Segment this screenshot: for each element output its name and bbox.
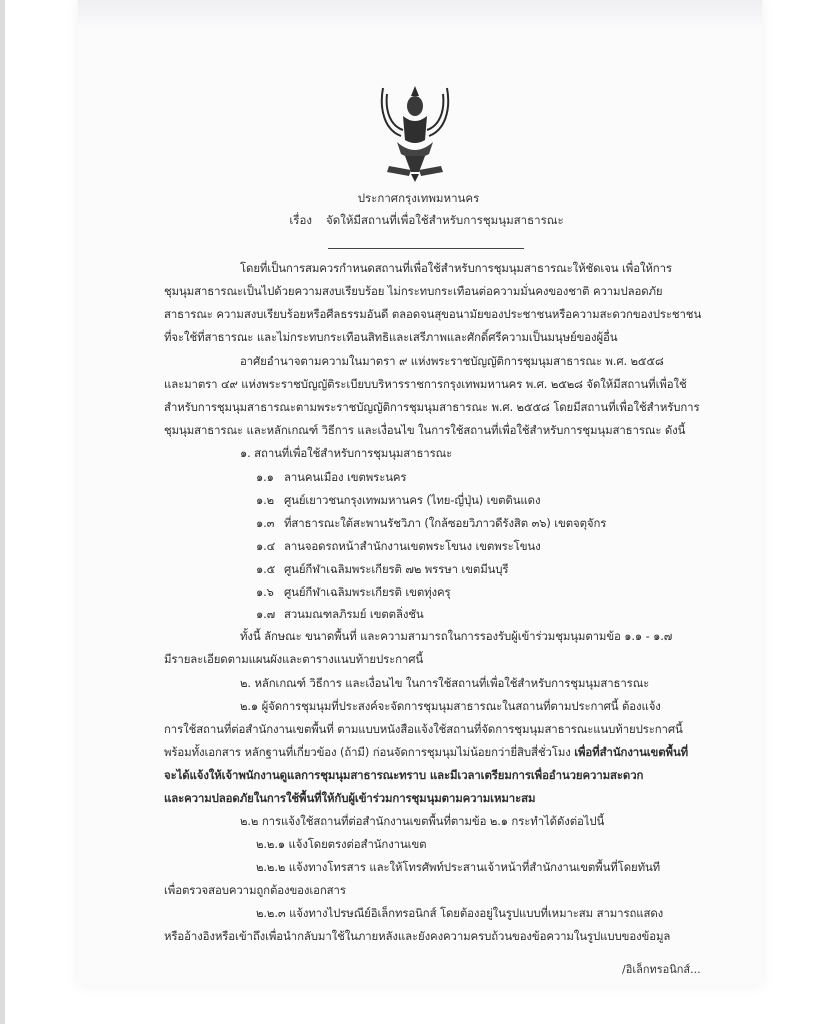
location-number: ๑.๖ bbox=[256, 585, 274, 599]
location-name: ลานจอดรถหน้าสำนักงานเขตพระโขนง เขตพระโขนง bbox=[284, 539, 541, 553]
preamble-p2-line: อาศัยอำนาจตามความในมาตรา ๙ แห่งพระราชบัญญัติการชุมนุมสาธารณะ พ.ศ. ๒๕๕๘ bbox=[240, 354, 664, 368]
continuation-note: /อิเล็กทรอนิกส์... bbox=[622, 963, 701, 976]
clause-2-2-2-line: เพื่อตรวจสอบความถูกต้องของเอกสาร bbox=[164, 883, 346, 897]
viewer-left-edge bbox=[0, 0, 5, 1024]
location-name: ที่สาธารณะใต้สะพานรัชวิภา (ใกล้ซอยวิภาวดีรังสิต ๓๖) เขตจตุจักร bbox=[284, 516, 607, 530]
preamble-p2-line: และมาตรา ๔๙ แห่งพระราชบัญญัติระเบียบบริหารราชการกรุงเทพมหานคร พ.ศ. ๒๕๒๘ จัดให้มีสถานที่เพื่อใช้ bbox=[164, 377, 687, 391]
location-item bbox=[256, 606, 424, 624]
clause-2-2-1: ๒.๒.๑ แจ้งโดยตรงต่อสำนักงานเขต bbox=[256, 837, 427, 851]
location-name: ศูนย์เยาวชนกรุงเทพมหานคร (ไทย-ญี่ปุ่น) เขตดินแดง bbox=[284, 493, 541, 507]
preamble-p2-line: ชุมนุมสาธารณะ และหลักเกณฑ์ วิธีการ และเงื่อนไข ในการใช้สถานที่เพื่อใช้สำหรับการชุมนุมสาธารณะ ดังนี้ bbox=[164, 423, 686, 437]
section2-title: ๒. หลักเกณฑ์ วิธีการ และเงื่อนไข ในการใช้สถานที่เพื่อใช้สำหรับการชุมนุมสาธารณะ bbox=[240, 676, 650, 690]
location-name: ศูนย์กีฬาเฉลิมพระเกียรติ ๗๒ พรรษา เขตมีนบุรี bbox=[284, 562, 509, 576]
clause-2-1-bold-text: เพื่อที่สำนักงานเขตพื้นที่ bbox=[574, 745, 689, 759]
clause-2-1-bold-line: จะได้แจ้งให้เจ้าพนักงานดูแลการชุมนุมสาธารณะทราบ และมีเวลาเตรียมการเพื่ออำนวยความสะดวก bbox=[164, 768, 644, 782]
section1-note-line: ทั้งนี้ ลักษณะ ขนาดพื้นที่ และความสามารถในการรองรับผู้เข้าร่วมชุมนุมตามข้อ ๑.๑ - ๑.๗ bbox=[240, 629, 673, 643]
location-name: ลานคนเมือง เขตพระนคร bbox=[284, 470, 407, 484]
location-number: ๑.๗ bbox=[256, 607, 276, 621]
issuer-title: ประกาศกรุงเทพมหานคร bbox=[357, 191, 480, 205]
title-divider bbox=[328, 248, 524, 249]
subject-label: เรื่อง bbox=[289, 213, 312, 227]
location-number: ๑.๒ bbox=[256, 493, 275, 507]
location-item bbox=[256, 561, 508, 579]
clause-2-2-2-line: ๒.๒.๒ แจ้งทางโทรสาร และให้โทรศัพท์ประสานเจ้าหน้าที่สำนักงานเขตพื้นที่โดยทันที bbox=[256, 860, 661, 874]
preamble-p1-line: โดยที่เป็นการสมควรกำหนดสถานที่เพื่อใช้สำหรับการชุมนุมสาธารณะให้ชัดเจน เพื่อให้การ bbox=[240, 261, 672, 275]
subject-text: จัดให้มีสถานที่เพื่อใช้สำหรับการชุมนุมสาธารณะ bbox=[326, 213, 564, 227]
preamble-p2-line: สำหรับการชุมนุมสาธารณะตามพระราชบัญญัติการชุมนุมสาธารณะ พ.ศ. ๒๕๕๘ โดยมีสถานที่เพื่อใช้สำหรับการ bbox=[164, 400, 700, 414]
location-item bbox=[256, 469, 406, 487]
clause-2-1-line: ๒.๑ ผู้จัดการชุมนุมที่ประสงค์จะจัดการชุมนุมสาธารณะในสถานที่ตามประกาศนี้ ต้องแจ้ง bbox=[240, 699, 661, 713]
preamble-p1-line: ที่จะใช้ที่สาธารณะ และไม่กระทบกระเทือนสิทธิและเสรีภาพและศักดิ์ศรีความเป็นมนุษย์ของผู้อื่น bbox=[164, 330, 618, 344]
clause-2-1-line: การใช้สถานที่ต่อสำนักงานเขตพื้นที่ ตามแบบหนังสือแจ้งใช้สถานที่จัดการชุมนุมสาธารณะแนบท้ายประกาศนี้ bbox=[164, 722, 683, 736]
clause-2-2-title: ๒.๒ การแจ้งใช้สถานที่ต่อสำนักงานเขตพื้นที่ตามข้อ ๒.๑ กระทำได้ดังต่อไปนี้ bbox=[240, 814, 605, 828]
clause-2-1-bold-line: และความปลอดภัยในการใช้พื้นที่ให้กับผู้เข้าร่วมการชุมนุมตามความเหมาะสม bbox=[164, 791, 536, 805]
location-name: สวนมณฑลภิรมย์ เขตตลิ่งชัน bbox=[284, 607, 424, 621]
clause-2-2-3-line: หรืออ้างอิงหรือเข้าถึงเพื่อนำกลับมาใช้ในภายหลังและยังคงความครบถ้วนของข้อความในรูปแบบของข้อมูล bbox=[164, 929, 671, 943]
location-number: ๑.๓ bbox=[256, 516, 275, 530]
clause-2-1-line bbox=[164, 744, 688, 762]
location-name: ศูนย์กีฬาเฉลิมพระเกียรติ เขตทุ่งครุ bbox=[284, 585, 451, 599]
location-item bbox=[256, 538, 541, 556]
location-number: ๑.๕ bbox=[256, 562, 276, 576]
location-number: ๑.๔ bbox=[256, 539, 276, 553]
clause-2-2-3-line: ๒.๒.๓ แจ้งทางไปรษณีย์อิเล็กทรอนิกส์ โดยต้องอยู่ในรูปแบบที่เหมาะสม สามารถแสดง bbox=[256, 906, 664, 920]
clause-2-1-text: พร้อมทั้งเอกสาร หลักฐานที่เกี่ยวข้อง (ถ้ามี) ก่อนจัดการชุมนุมไม่น้อยกว่ายี่สิบสี่ชั่วโมง bbox=[164, 745, 575, 759]
subject-line bbox=[18, 212, 817, 230]
section1-note-line: มีรายละเอียดตามแผนผังและตารางแนบท้ายประกาศนี้ bbox=[164, 652, 424, 666]
preamble-p1-line: สาธารณะ ความสงบเรียบร้อยหรือศีลธรรมอันดี ตลอดจนสุขอนามัยของประชาชนหรือความสะดวกของประชาชน bbox=[164, 307, 702, 321]
location-item bbox=[256, 584, 451, 602]
page-top-shadow bbox=[78, 0, 762, 30]
location-item bbox=[256, 492, 540, 510]
garuda-emblem-icon bbox=[375, 80, 455, 182]
location-item bbox=[256, 515, 606, 533]
section1-title: ๑. สถานที่เพื่อใช้สำหรับการชุมนุมสาธารณะ bbox=[240, 446, 453, 460]
preamble-p1-line: ชุมนุมสาธารณะเป็นไปด้วยความสงบเรียบร้อย ไม่กระทบกระเทือนต่อความมั่นคงของชาติ ความปลอดภัย bbox=[164, 284, 663, 298]
location-number: ๑.๑ bbox=[256, 470, 274, 484]
